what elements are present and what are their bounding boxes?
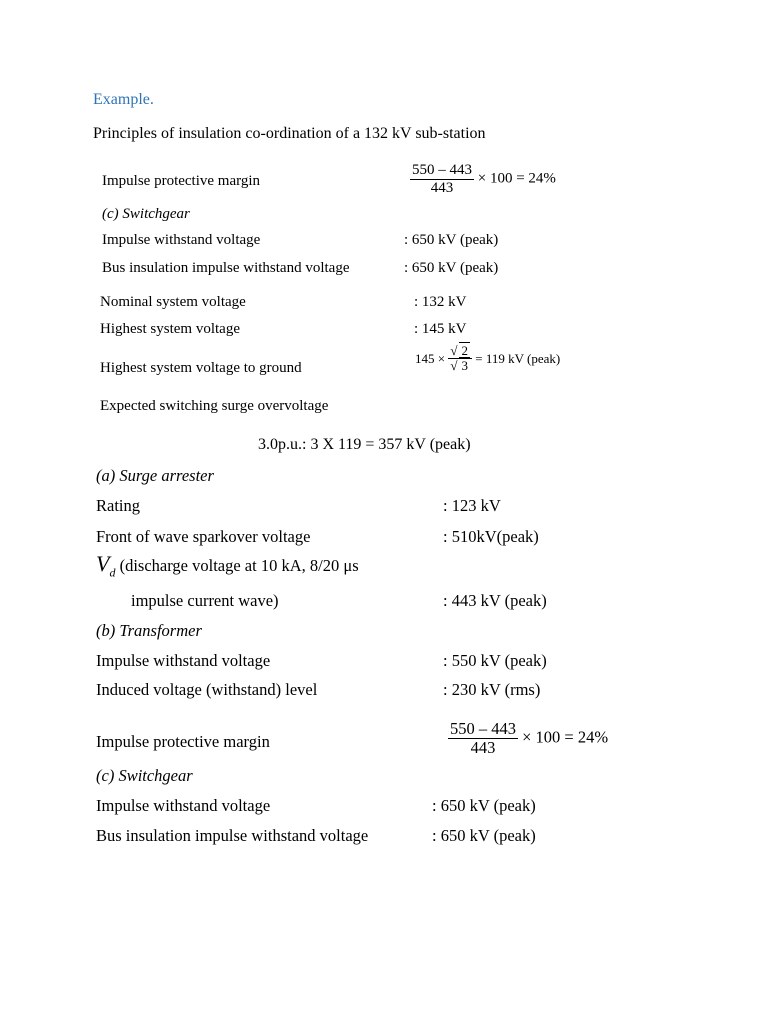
ground-den-radicand: 3: [461, 358, 468, 374]
page-title: Principles of insulation co-ordination of a 132 kV sub-station: [93, 125, 486, 142]
transformer-heading: (b) Transformer: [96, 621, 202, 640]
induced-value: : 230 kV (rms): [443, 680, 541, 699]
ground-label: Highest system voltage to ground: [100, 360, 302, 376]
surge-label: Expected switching surge overvoltage: [100, 398, 329, 414]
top-impulse-margin-label: Impulse protective margin: [102, 173, 261, 189]
highest-label: Highest system voltage: [100, 321, 240, 337]
front-value: : 510kV(peak): [443, 527, 539, 546]
transformer-withstand-value: : 550 kV (peak): [443, 651, 547, 670]
highest-value: : 145 kV: [414, 321, 467, 337]
ground-formula: [415, 344, 560, 374]
rating-value: : 123 kV: [443, 496, 501, 515]
top-margin-result: × 100 = 24%: [477, 170, 556, 187]
impulse-wave-label: impulse current wave): [131, 591, 279, 610]
pu-line: 3.0p.u.: 3 X 119 = 357 kV (peak): [258, 436, 471, 453]
nominal-value: : 132 kV: [414, 294, 467, 310]
impulse-wave-value: : 443 kV (peak): [443, 591, 547, 610]
bottom-margin-result: × 100 = 24%: [522, 727, 609, 747]
induced-label: Induced voltage (withstand) level: [96, 680, 318, 699]
top-margin-denominator: 443: [430, 179, 454, 196]
vd-symbol: $V_d$: [96, 551, 116, 580]
vd-line: [96, 551, 359, 582]
top-margin-numerator: 550 – 443: [412, 162, 472, 178]
ground-post: = 119 kV (peak): [475, 350, 561, 366]
ground-fraction: [448, 344, 472, 374]
ground-pre: 145 ×: [415, 350, 446, 366]
ground-denominator: [448, 359, 472, 373]
top-impulse-margin-formula: [410, 162, 556, 196]
bottom-bus-value: : 650 kV (peak): [432, 826, 536, 845]
bottom-impulse-withstand-value: : 650 kV (peak): [432, 796, 536, 815]
top-bus-value: : 650 kV (peak): [404, 260, 499, 276]
rating-label: Rating: [96, 496, 140, 515]
front-label: Front of wave sparkover voltage: [96, 527, 311, 546]
bottom-margin-fraction: [448, 720, 518, 757]
nominal-label: Nominal system voltage: [100, 294, 246, 310]
ground-num-radicand: 2: [461, 343, 468, 358]
top-impulse-withstand-value: : 650 kV (peak): [404, 232, 499, 248]
example-heading: Example.: [93, 91, 154, 108]
bottom-margin-numerator: 550 – 443: [450, 719, 516, 738]
bottom-bus-label: Bus insulation impulse withstand voltage: [96, 826, 369, 845]
bottom-impulse-margin-formula: [448, 720, 608, 757]
sqrt-icon: √: [450, 358, 458, 374]
top-bus-label: Bus insulation impulse withstand voltage: [102, 260, 350, 276]
arrester-heading: (a) Surge arrester: [96, 466, 214, 485]
bottom-margin-denominator: 443: [470, 738, 496, 758]
top-impulse-withstand-label: Impulse withstand voltage: [102, 232, 261, 248]
top-switchgear-heading: (c) Switchgear: [102, 206, 190, 222]
bottom-switchgear-heading: (c) Switchgear: [96, 766, 193, 785]
vd-label: (discharge voltage at 10 kA, 8/20 μs: [119, 556, 359, 575]
bottom-impulse-withstand-label: Impulse withstand voltage: [96, 796, 271, 815]
sqrt-icon: √: [450, 343, 458, 358]
top-margin-fraction: [410, 162, 474, 196]
bottom-impulse-margin-label: Impulse protective margin: [96, 732, 270, 751]
transformer-withstand-label: Impulse withstand voltage: [96, 651, 271, 670]
